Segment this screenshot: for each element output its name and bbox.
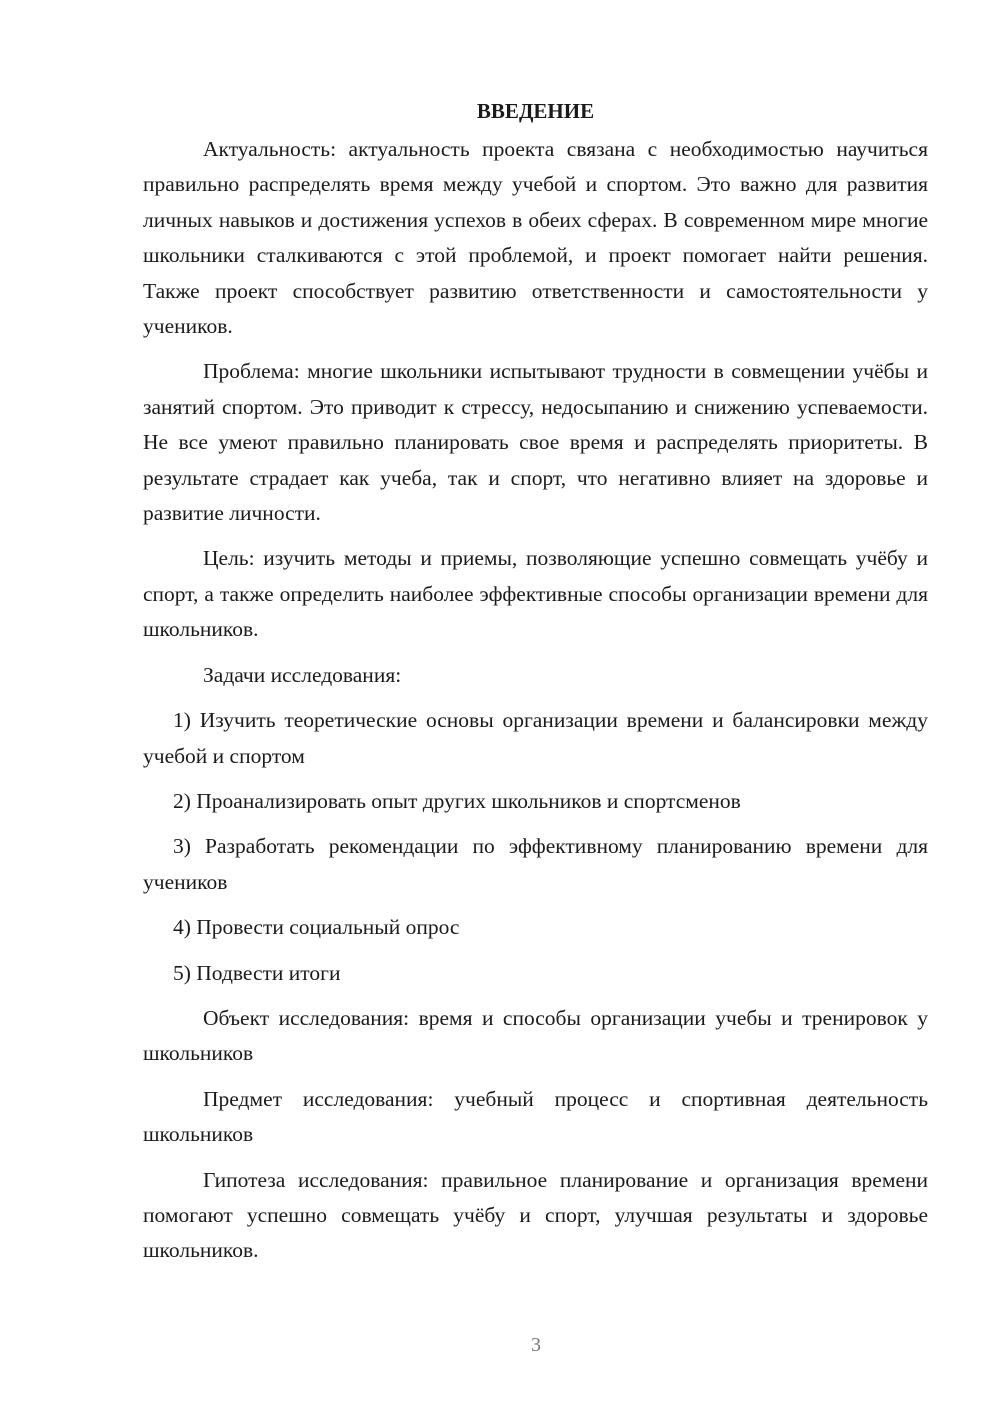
paragraph-relevance: Актуальность: актуальность проекта связана с необходимостью научиться правильно распределять время между учебой и спортом. Это важно для развития личных навыков и достижения успехов в обеих сферах. В современном мире многие школьники сталкиваются с этой проблемой, и проект помогает найти решения. Также проект способствует развитию ответственности и самостоятельности у учеников.: [143, 137, 928, 339]
task-item-5: 5) Подвести итоги: [173, 960, 341, 985]
task-item-2: 2) Проанализировать опыт других школьников и спортсменов: [173, 788, 741, 813]
task-item-4: 4) Провести социальный опрос: [173, 915, 460, 940]
paragraph-hypothesis: Гипотеза исследования: правильное планирование и организация времени помогают успешно совмещать учёбу и спорт, улучшая результаты и здоровье школьников.: [143, 1167, 928, 1263]
task-item-1: 1) Изучить теоретические основы организации времени и балансировки между учебой и спортом: [143, 708, 928, 768]
paragraph-object: Объект исследования: время и способы организации учебы и тренировок у школьников: [143, 1005, 928, 1066]
section-heading: ВВЕДЕНИЕ: [476, 99, 595, 123]
paragraph-subject: Предмет исследования: учебный процесс и спортивная деятельность школьников: [143, 1086, 928, 1147]
paragraph-goal: Цель: изучить методы и приемы, позволяющие успешно совмещать учёбу и спорт, а также определить наиболее эффективные способы организации времени для школьников.: [143, 546, 928, 642]
document-page: [143, 96, 928, 1279]
page-number: 3: [531, 1334, 541, 1356]
paragraph-problem: Проблема: многие школьники испытывают трудности в совмещении учёбы и занятий спортом. Это приводит к стрессу, недосыпанию и снижению успеваемости. Не все умеют правильно планировать свое время и распределять приоритеты. В результате страдает как учеба, так и спорт, что негативно влияет на здоровье и развитие личности.: [143, 359, 928, 526]
paragraph-tasks-heading: Задачи исследования:: [203, 662, 402, 687]
task-item-3: 3) Разработать рекомендации по эффективному планированию времени для учеников: [143, 834, 928, 894]
